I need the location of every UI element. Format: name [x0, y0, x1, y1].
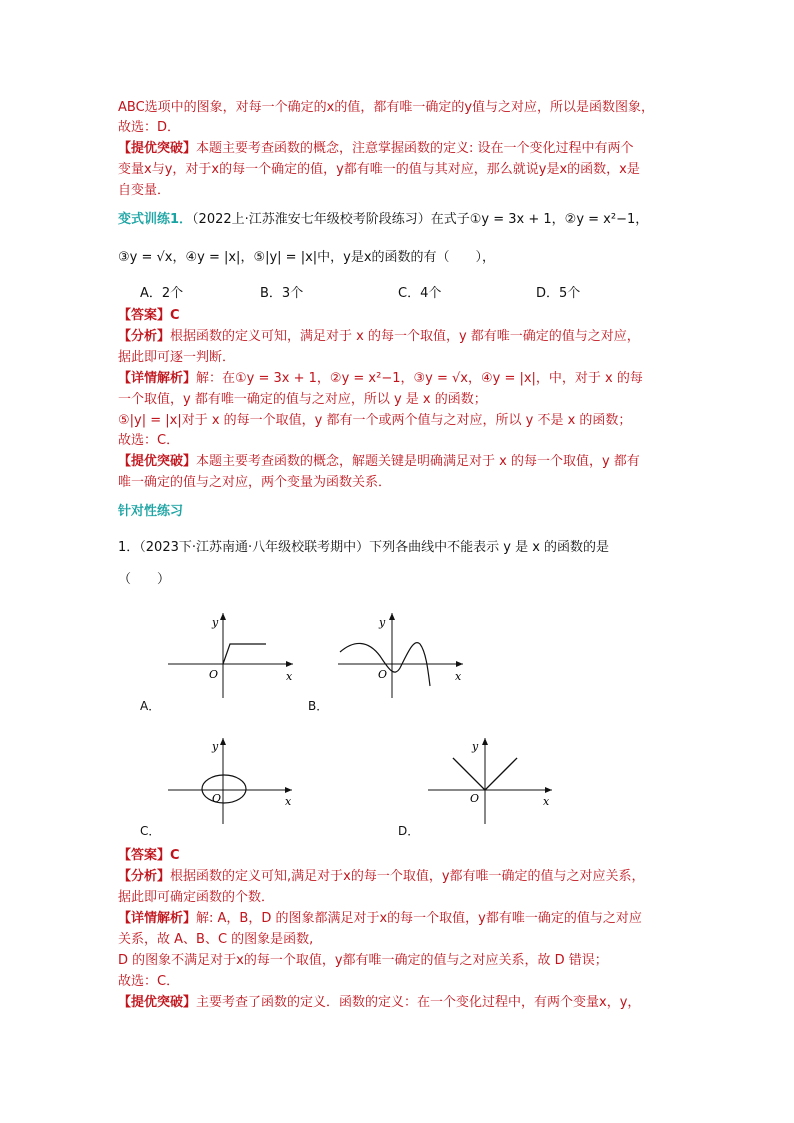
practice-detail-line-4: 故选：C．	[118, 974, 180, 989]
intro-line-1: ABC选项中的图象，对每一个确定的x的值，都有唯一确定的y值与之对应，所以是函数图象，	[118, 100, 655, 115]
practice-detail-line-3: D 的图象不满足对于x的每一个取值，y都有唯一确定的值与之对应关系，故 D 错误；	[118, 953, 608, 968]
variant-question-line-2: ③y = √x，④y = |x|，⑤|y| = |x|中，y是x的函数的有（ ），	[118, 250, 496, 265]
practice-analysis-line-1: 【分析】根据函数的定义可知,满足对于x的每一个取值，y都有唯一确定的值与之对应关系，	[118, 869, 645, 884]
svg-text:y: y	[212, 616, 219, 629]
variant-tip-line-2: 唯一确定的值与之对应，两个变量为函数关系．	[118, 475, 392, 490]
practice-detail-line-2: 关系，故 A、B、C 的图象是函数,	[118, 932, 314, 947]
figure-b-graph	[338, 610, 468, 700]
practice-detail-line-1: 【详情解析】解: A，B，D 的图象都满足对于x的每一个取值，y都有唯一确定的值与之对应	[118, 911, 642, 926]
intro-tip-line-2: 变量x与y，对于x的每一个确定的值，y都有唯一的值与其对应，那么就说y是x的函数，x是	[118, 162, 640, 177]
svg-text:O: O	[378, 668, 388, 681]
variant-analysis-line-1: 【分析】根据函数的定义可知，满足对于 x 的每一个取值，y 都有唯一确定的值与之对应，	[118, 329, 640, 344]
figure-d-graph	[428, 735, 558, 825]
practice-section-title: 针对性练习	[118, 504, 184, 519]
svg-text:O: O	[470, 792, 480, 805]
variant-detail-line-4: 故选：C．	[118, 433, 180, 448]
graph-a-curve	[223, 644, 266, 664]
variant-title: 变式训练1．	[118, 212, 193, 227]
svg-text:x: x	[543, 795, 550, 808]
practice-analysis-line-2: 据此即可确定函数的个数．	[118, 890, 275, 905]
figure-a-label: A．	[140, 699, 161, 713]
svg-text:O: O	[209, 668, 219, 681]
tip-label: 【提优突破】	[118, 141, 197, 156]
variant-answer: 【答案】C	[118, 308, 180, 323]
figure-a-graph	[168, 610, 298, 700]
intro-line-2: 故选：D．	[118, 120, 181, 135]
graph-c-ellipse	[202, 775, 246, 803]
figure-c-graph	[168, 735, 298, 825]
variant-tip-line-1: 【提优突破】本题主要考查函数的概念，解题关键是明确满足对于 x 的每一个取值，y 都有	[118, 454, 640, 469]
svg-text:y: y	[379, 616, 386, 629]
figure-d-label: D．	[398, 824, 420, 838]
option-a: A．2个	[140, 286, 184, 301]
svg-text:y: y	[212, 740, 219, 753]
practice-question-line-2: （ ）	[118, 572, 171, 587]
figure-b-label: B．	[308, 699, 329, 713]
svg-text:O: O	[212, 792, 222, 805]
practice-question-line-1: 1．（2023下·江苏南通·八年级校联考期中）下列各曲线中不能表示 y 是 x 的函数的是	[118, 540, 610, 555]
practice-tip-line-1: 【提优突破】主要考查了函数的定义．函数的定义：在一个变化过程中，有两个变量x，y，	[118, 995, 641, 1010]
variant-analysis-line-2: 据此即可逐一判断．	[118, 350, 236, 365]
practice-answer: 【答案】C	[118, 848, 180, 863]
intro-tip-line-1: 【提优突破】本题主要考查函数的概念，注意掌握函数的定义: 设在一个变化过程中有两个	[118, 141, 634, 156]
figure-c-label: C．	[140, 824, 161, 838]
graph-d-curve-lower	[453, 758, 485, 790]
variant-detail-line-3: ⑤|y| = |x|对于 x 的每一个取值，y 都有一个或两个值与之对应，所以 y 不是 x 的函数；	[118, 413, 632, 428]
intro-tip-line-3: 自变量．	[118, 183, 171, 198]
svg-text:x: x	[285, 795, 292, 808]
option-b: B．3个	[260, 286, 304, 301]
option-c: C．4个	[398, 286, 442, 301]
variant-detail-line-1: 【详情解析】解：在①y = 3x + 1，②y = x²−1，③y = √x，④y = |x|，中，对于 x 的每	[118, 371, 643, 386]
option-d: D．5个	[536, 286, 581, 301]
variant-detail-line-2: 一个取值，y 都有唯一确定的值与之对应，所以 y 是 x 的函数；	[118, 392, 487, 407]
svg-text:x: x	[455, 670, 462, 683]
svg-text:y: y	[472, 740, 479, 753]
svg-text:x: x	[286, 670, 293, 683]
variant-question-line-1: 变式训练1．（2022上·江苏淮安七年级校考阶段练习）在式子①y = 3x + 1，②y = x²−1，	[118, 212, 649, 227]
